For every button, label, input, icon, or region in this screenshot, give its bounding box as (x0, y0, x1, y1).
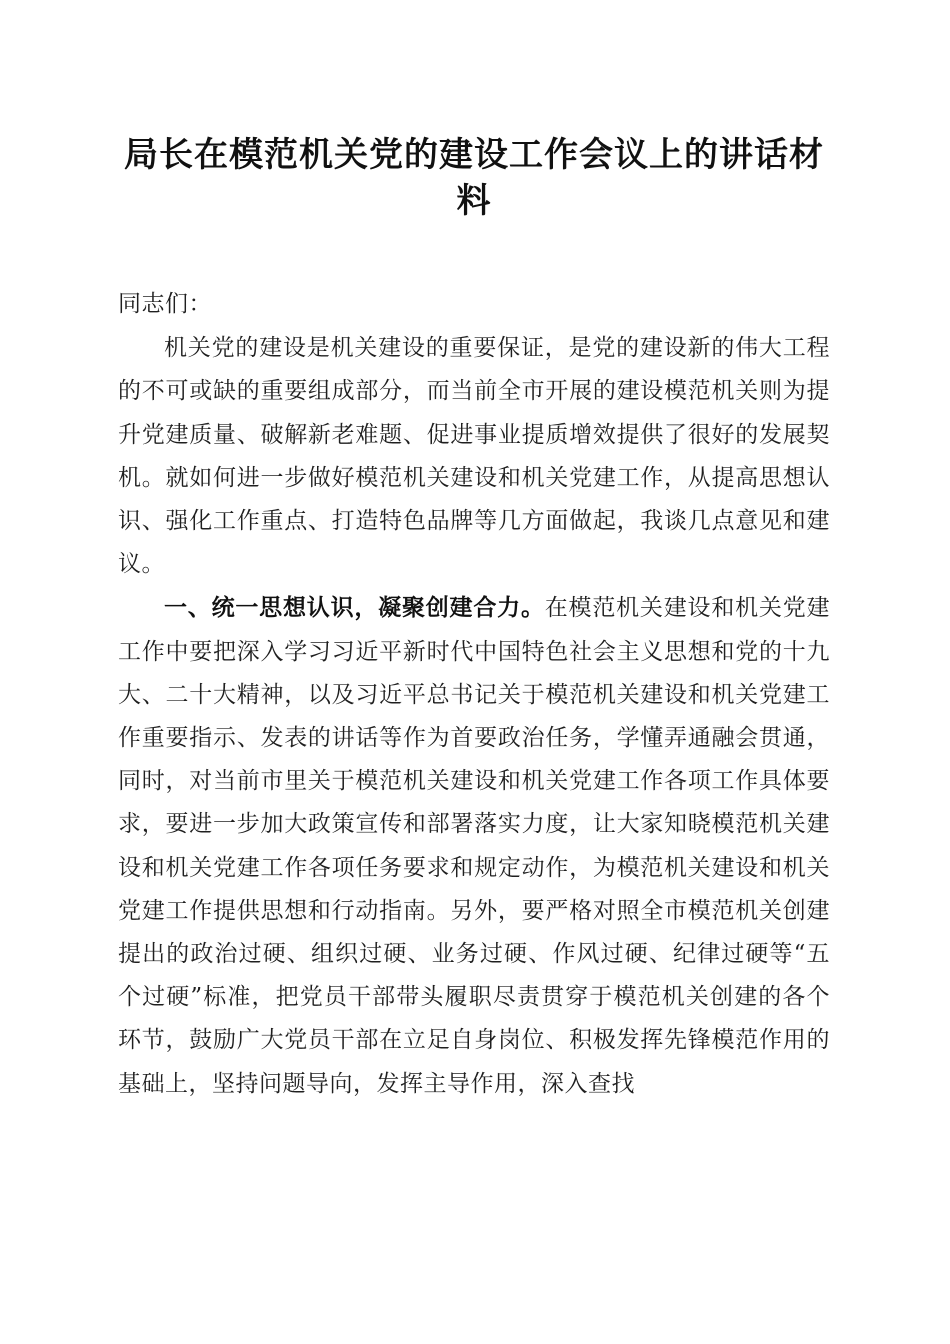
paragraph-intro (118, 326, 830, 586)
document-body (118, 283, 830, 1106)
paragraph-text: 机关党的建设是机关建设的重要保证，是党的建设新的伟大工程的不可或缺的重要组成部分，而当前全市开展的建设模范机关则为提升党建质量、破解新老难题、促进事业提质增效提供了很好的发展契机。就如何进一步做好模范机关建设和机关党建工作，从提高思想认识、强化工作重点、打造特色品牌等几方面做起，我谈几点意见和建议。 (118, 335, 830, 578)
paragraph-text: 在模范机关建设和机关党建工作中要把深入学习习近平新时代中国特色社会主义思想和党的十九大、二十大精神，以及习近平总书记关于模范机关建设和机关党建工作重要指示、发表的讲话等作为首要政治任务，学懂弄通融会贯通，同时，对当前市里关于模范机关建设和机关党建工作各项工作具体要求，要进一步加大政策宣传和部署落实力度，让大家知晓模范机关建设和机关党建工作各项任务要求和规定动作，为模范机关建设和机关党建工作提供思想和行动指南。另外，要严格对照全市模范机关创建提出的政治过硬、组织过硬、业务过硬、作风过硬、纪律过硬等“五个过硬”标准，把党员干部带头履职尽责贯穿于模范机关创建的各个环节，鼓励广大党员干部在立足自身岗位、积极发挥先锋模范作用的基础上，坚持问题导向，发挥主导作用，深入查找 (118, 595, 831, 1097)
paragraph-section-one (118, 586, 830, 1105)
document-page (118, 0, 830, 1106)
greeting: 同志们： (118, 291, 212, 317)
document-title: 局长在模范机关党的建设工作会议上的讲话材料 (124, 135, 824, 221)
paragraph-heading: 一、统一思想认识，凝聚创建合力。 (164, 594, 545, 622)
